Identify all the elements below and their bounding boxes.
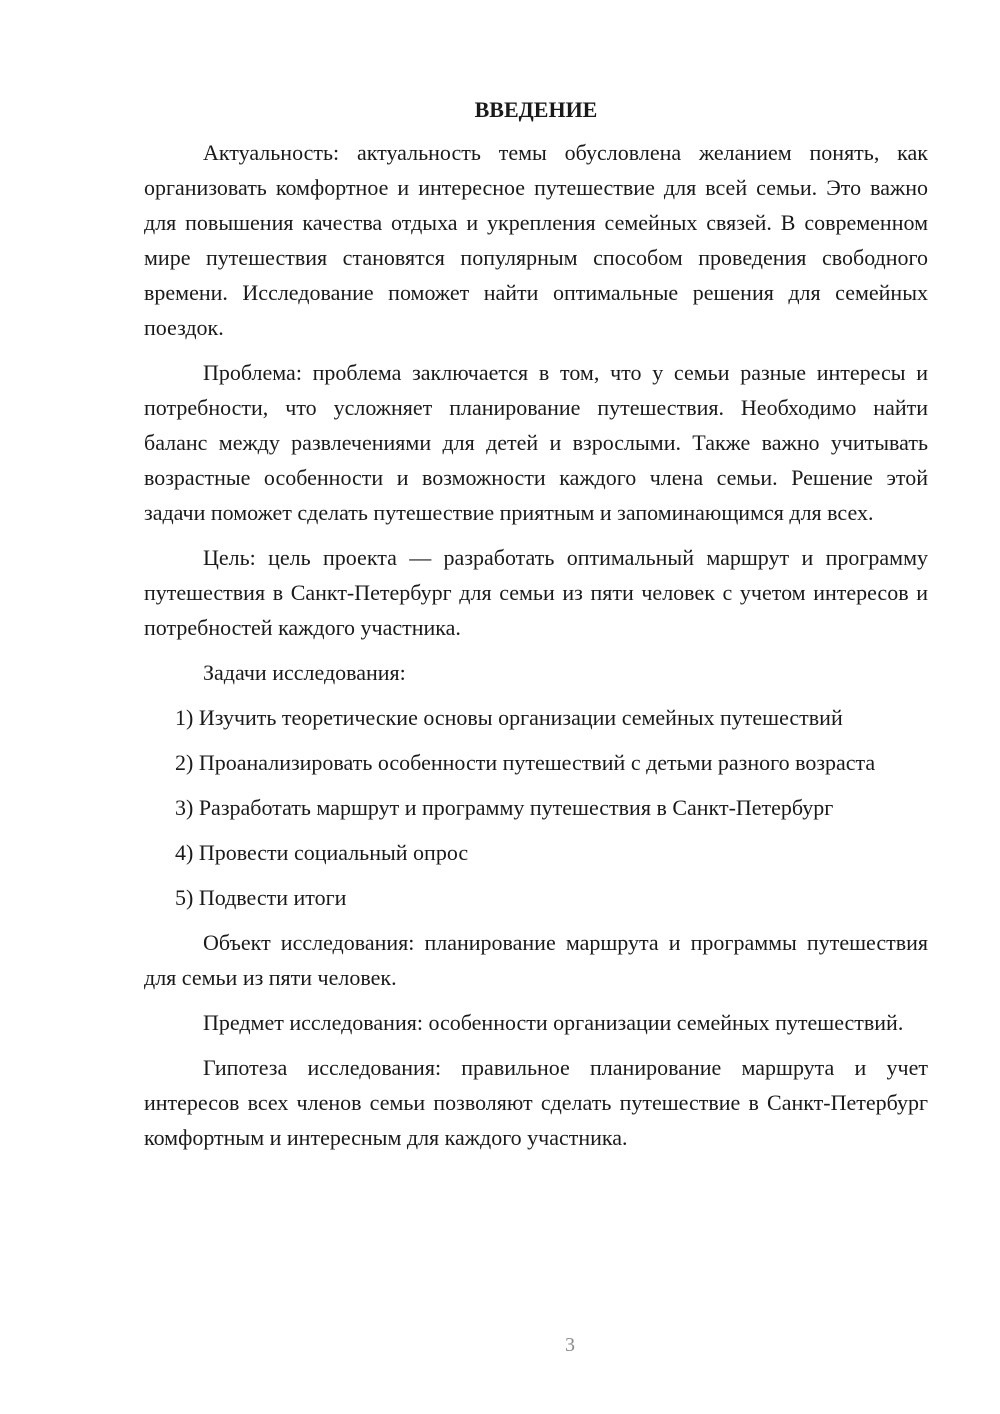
hypothesis-paragraph: Гипотеза исследования: правильное планирование маршрута и учет интересов всех членов семьи позволяют сделать путешествие в Санкт-Петербург комфортным и интересным для каждого участника. bbox=[144, 1055, 928, 1150]
relevance-paragraph: Актуальность: актуальность темы обусловлена желанием понять, как организовать комфортное и интересное путешествие для всей семьи. Это важно для повышения качества отдыха и укрепления семейных связей. В современном мире путешествия становятся популярным способом проведения свободного времени. Исследование поможет найти оптимальные решения для семейных поездок. bbox=[144, 140, 928, 340]
tasks-intro: Задачи исследования: bbox=[203, 660, 406, 685]
problem-paragraph: Проблема: проблема заключается в том, что у семьи разные интересы и потребности, что усложняет планирование путешествия. Необходимо найти баланс между развлечениями для детей и взрослыми. Также важно учитывать возрастные особенности и возможности каждого члена семьи. Решение этой задачи поможет сделать путешествие приятным и запоминающимся для всех. bbox=[144, 360, 928, 525]
page-number: 3 bbox=[565, 1334, 575, 1356]
task-item-2: 2) Проанализировать особенности путешествий с детьми разного возраста bbox=[175, 750, 876, 775]
task-item-1: 1) Изучить теоретические основы организации семейных путешествий bbox=[175, 705, 843, 730]
task-item-5: 5) Подвести итоги bbox=[175, 885, 347, 910]
section-heading: ВВЕДЕНИЕ bbox=[474, 97, 598, 122]
object-paragraph: Объект исследования: планирование маршрута и программы путешествия для семьи из пяти человек. bbox=[144, 930, 928, 990]
goal-paragraph: Цель: цель проекта — разработать оптимальный маршрут и программу путешествия в Санкт-Петербург для семьи из пяти человек с учетом интересов и потребностей каждого участника. bbox=[144, 545, 928, 640]
subject-paragraph: Предмет исследования: особенности организации семейных путешествий. bbox=[203, 1010, 904, 1035]
document-page bbox=[144, 95, 928, 1165]
task-item-3: 3) Разработать маршрут и программу путешествия в Санкт-Петербург bbox=[175, 795, 834, 820]
task-item-4: 4) Провести социальный опрос bbox=[175, 840, 469, 865]
